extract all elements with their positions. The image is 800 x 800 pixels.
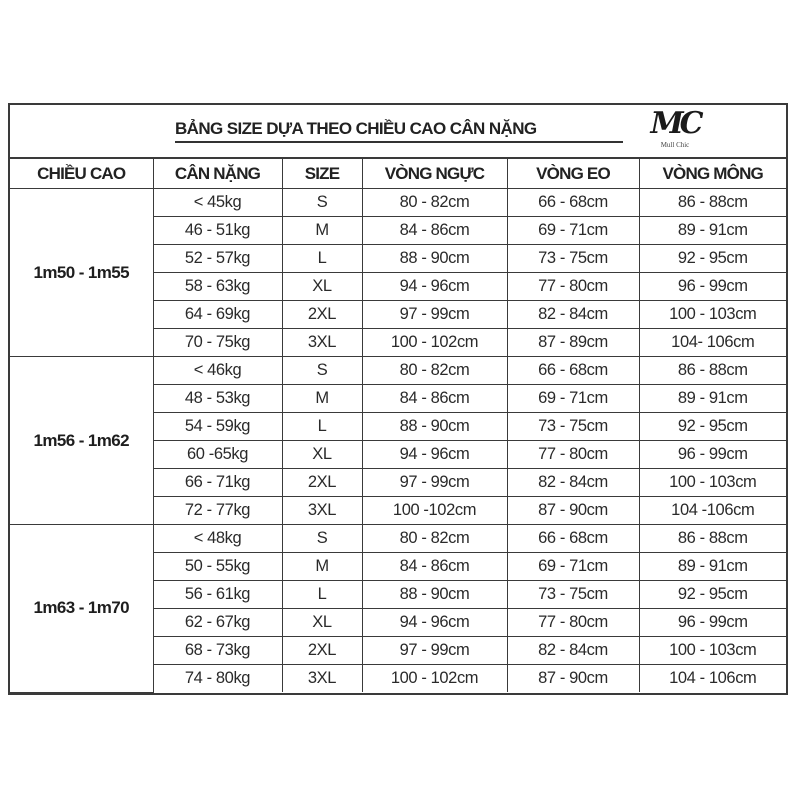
hip-cell: 92 - 95cm: [639, 581, 786, 609]
hip-cell: 89 - 91cm: [639, 553, 786, 581]
hip-cell: 89 - 91cm: [639, 385, 786, 413]
bust-cell: 84 - 86cm: [362, 217, 507, 245]
size-cell: M: [282, 553, 362, 581]
bust-cell: 97 - 99cm: [362, 469, 507, 497]
hip-cell: 96 - 99cm: [639, 273, 786, 301]
bust-cell: 80 - 82cm: [362, 189, 507, 217]
size-cell: M: [282, 217, 362, 245]
bust-cell: 100 - 102cm: [362, 329, 507, 357]
bust-cell: 94 - 96cm: [362, 441, 507, 469]
hip-cell: 104 -106cm: [639, 497, 786, 525]
bust-cell: 100 -102cm: [362, 497, 507, 525]
height-range-cell: 1m63 - 1m70: [10, 525, 153, 693]
logo-subtitle: Mull Chic: [660, 141, 690, 149]
waist-cell: 77 - 80cm: [507, 273, 639, 301]
weight-cell: 62 - 67kg: [153, 609, 282, 637]
waist-cell: 73 - 75cm: [507, 413, 639, 441]
header-size: SIZE: [282, 159, 362, 189]
height-range-cell: 1m56 - 1m62: [10, 357, 153, 525]
bust-cell: 88 - 90cm: [362, 413, 507, 441]
waist-cell: 66 - 68cm: [507, 189, 639, 217]
hip-cell: 96 - 99cm: [639, 441, 786, 469]
size-cell: S: [282, 189, 362, 217]
hip-cell: 86 - 88cm: [639, 357, 786, 385]
weight-cell: < 45kg: [153, 189, 282, 217]
weight-cell: 50 - 55kg: [153, 553, 282, 581]
waist-cell: 87 - 89cm: [507, 329, 639, 357]
hip-cell: 100 - 103cm: [639, 469, 786, 497]
bust-cell: 88 - 90cm: [362, 581, 507, 609]
weight-cell: 58 - 63kg: [153, 273, 282, 301]
size-cell: S: [282, 525, 362, 553]
brand-logo: [630, 107, 720, 153]
header-height: CHIỀU CAO: [10, 159, 153, 189]
waist-cell: 69 - 71cm: [507, 553, 639, 581]
bust-cell: 84 - 86cm: [362, 553, 507, 581]
hip-cell: 92 - 95cm: [639, 413, 786, 441]
header-row: [10, 159, 786, 189]
waist-cell: 87 - 90cm: [507, 665, 639, 693]
waist-cell: 82 - 84cm: [507, 469, 639, 497]
size-cell: S: [282, 357, 362, 385]
title-row: [10, 105, 786, 159]
size-table: [10, 159, 786, 693]
weight-cell: 70 - 75kg: [153, 329, 282, 357]
table-row: [10, 357, 786, 385]
header-weight: CÂN NẶNG: [153, 159, 282, 189]
bust-cell: 94 - 96cm: [362, 609, 507, 637]
chart-title: BẢNG SIZE DỰA THEO CHIỀU CAO CÂN NẶNG: [175, 119, 537, 138]
weight-cell: < 48kg: [153, 525, 282, 553]
header-bust: VÒNG NGỰC: [362, 159, 507, 189]
header-hip: VÒNG MÔNG: [639, 159, 786, 189]
hip-cell: 104- 106cm: [639, 329, 786, 357]
size-cell: L: [282, 245, 362, 273]
waist-cell: 82 - 84cm: [507, 301, 639, 329]
weight-cell: 56 - 61kg: [153, 581, 282, 609]
waist-cell: 87 - 90cm: [507, 497, 639, 525]
weight-cell: 46 - 51kg: [153, 217, 282, 245]
hip-cell: 100 - 103cm: [639, 637, 786, 665]
size-cell: 3XL: [282, 329, 362, 357]
logo-mark: MC: [650, 106, 700, 141]
bust-cell: 80 - 82cm: [362, 525, 507, 553]
waist-cell: 77 - 80cm: [507, 441, 639, 469]
size-cell: 3XL: [282, 665, 362, 693]
hip-cell: 92 - 95cm: [639, 245, 786, 273]
bust-cell: 97 - 99cm: [362, 637, 507, 665]
size-cell: M: [282, 385, 362, 413]
bust-cell: 100 - 102cm: [362, 665, 507, 693]
size-cell: 2XL: [282, 637, 362, 665]
waist-cell: 73 - 75cm: [507, 245, 639, 273]
waist-cell: 66 - 68cm: [507, 525, 639, 553]
weight-cell: 48 - 53kg: [153, 385, 282, 413]
height-range-cell: 1m50 - 1m55: [10, 189, 153, 357]
weight-cell: 52 - 57kg: [153, 245, 282, 273]
size-cell: 2XL: [282, 469, 362, 497]
hip-cell: 86 - 88cm: [639, 189, 786, 217]
size-cell: XL: [282, 441, 362, 469]
weight-cell: 72 - 77kg: [153, 497, 282, 525]
hip-cell: 86 - 88cm: [639, 525, 786, 553]
weight-cell: 74 - 80kg: [153, 665, 282, 693]
bust-cell: 97 - 99cm: [362, 301, 507, 329]
size-cell: XL: [282, 273, 362, 301]
bust-cell: 94 - 96cm: [362, 273, 507, 301]
title-underline: [175, 141, 623, 143]
bust-cell: 80 - 82cm: [362, 357, 507, 385]
hip-cell: 89 - 91cm: [639, 217, 786, 245]
hip-cell: 104 - 106cm: [639, 665, 786, 693]
size-cell: L: [282, 413, 362, 441]
table-row: [10, 525, 786, 553]
bust-cell: 84 - 86cm: [362, 385, 507, 413]
weight-cell: 54 - 59kg: [153, 413, 282, 441]
waist-cell: 77 - 80cm: [507, 609, 639, 637]
size-cell: 3XL: [282, 497, 362, 525]
waist-cell: 73 - 75cm: [507, 581, 639, 609]
table-row: [10, 189, 786, 217]
hip-cell: 100 - 103cm: [639, 301, 786, 329]
header-waist: VÒNG EO: [507, 159, 639, 189]
size-cell: 2XL: [282, 301, 362, 329]
waist-cell: 69 - 71cm: [507, 385, 639, 413]
weight-cell: 68 - 73kg: [153, 637, 282, 665]
waist-cell: 66 - 68cm: [507, 357, 639, 385]
size-cell: L: [282, 581, 362, 609]
size-chart: [8, 103, 788, 695]
hip-cell: 96 - 99cm: [639, 609, 786, 637]
waist-cell: 82 - 84cm: [507, 637, 639, 665]
waist-cell: 69 - 71cm: [507, 217, 639, 245]
size-cell: XL: [282, 609, 362, 637]
weight-cell: < 46kg: [153, 357, 282, 385]
weight-cell: 60 -65kg: [153, 441, 282, 469]
weight-cell: 66 - 71kg: [153, 469, 282, 497]
bust-cell: 88 - 90cm: [362, 245, 507, 273]
weight-cell: 64 - 69kg: [153, 301, 282, 329]
